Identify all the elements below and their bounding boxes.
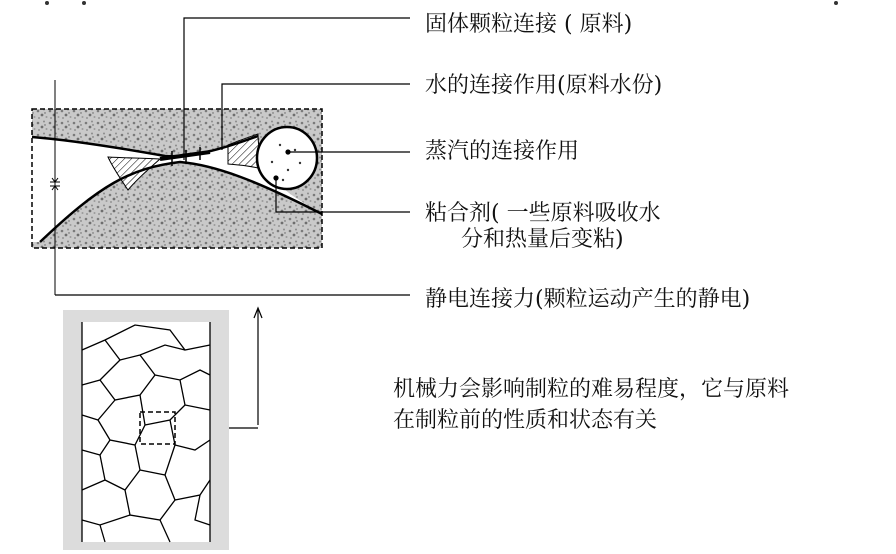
label-binder-line2: 分和热量后变粘): [461, 227, 624, 252]
label-static-bond: 静电连接力(颗粒运动产生的静电): [425, 287, 751, 312]
particle-contact-illustration: [32, 80, 322, 295]
note-line2: 在制粒前的性质和状态有关: [393, 408, 658, 433]
mechanical-force-note: [393, 374, 789, 436]
label-solid-bridge: 固体颗粒连接 ( 原料): [425, 12, 633, 37]
label-vapor-bond: 蒸汽的连接作用: [425, 139, 580, 164]
note-line1: 机械力会影响制粒的难易程度，它与原料: [393, 377, 790, 402]
granule-packing-illustration: [63, 310, 229, 550]
label-binder-line1: 粘合剂( 一些原料吸收水: [425, 201, 661, 226]
label-water-bond: 水的连接作用(原料水份): [425, 73, 663, 98]
vapor-bubble: [257, 127, 317, 189]
